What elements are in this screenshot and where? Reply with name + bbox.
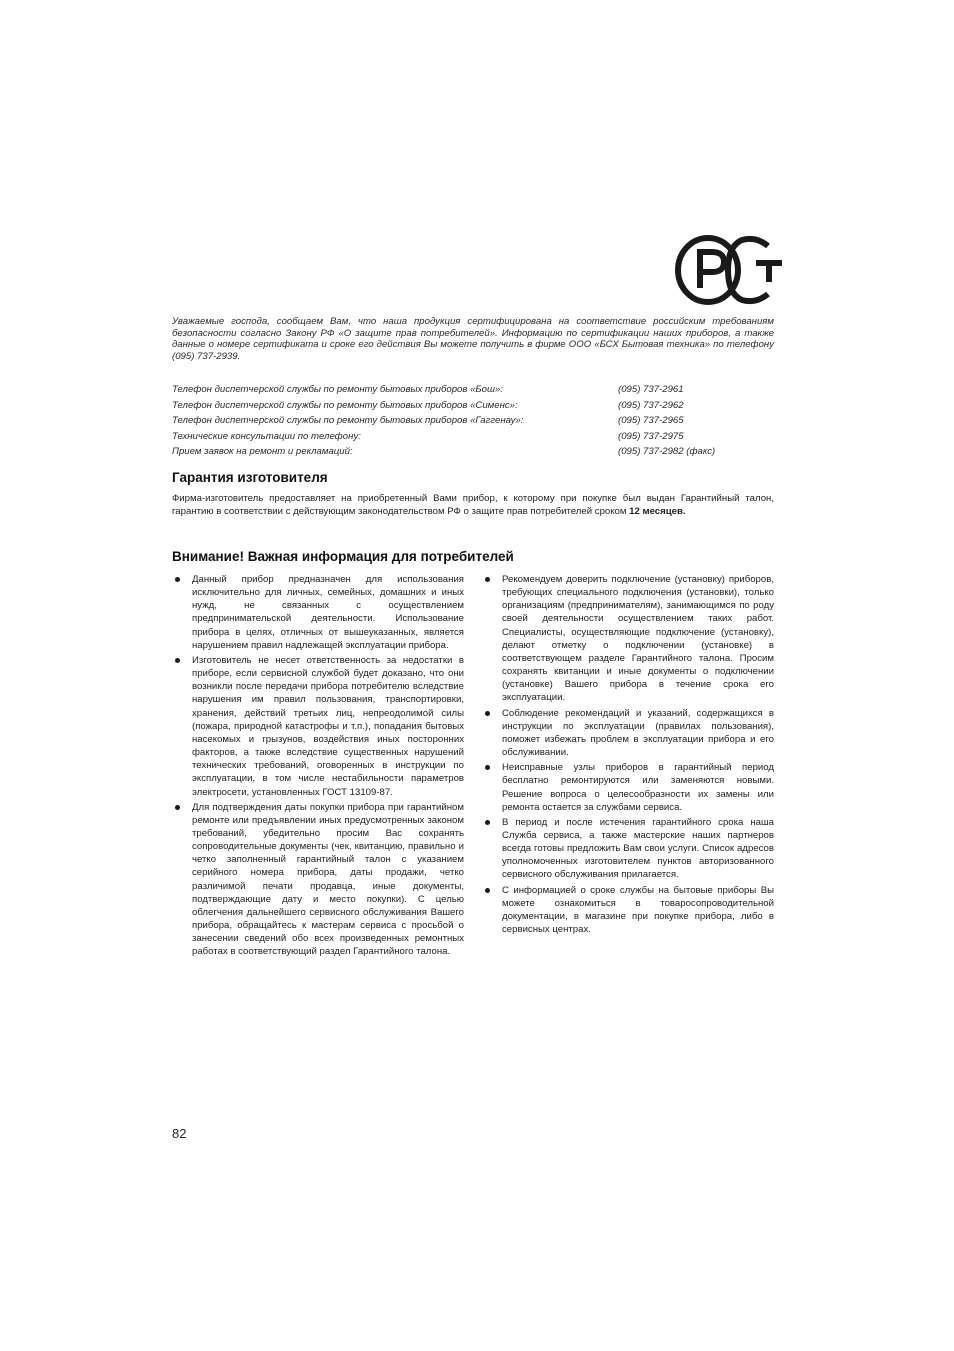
phone-label: Технические консультации по телефону: xyxy=(172,430,361,442)
phone-label: Телефон диспетчерской службы по ремонту бытовых приборов «Сименс»: xyxy=(172,399,518,411)
list-item: Соблюдение рекомендаций и указаний, содержащихся в инструкции по эксплуатации (правилах пользования), поможет избежать проблем в эксплуатации прибора и его обслуживании. xyxy=(482,707,774,760)
phone-number: (095) 737-2965 xyxy=(618,415,684,427)
phone-label: Прием заявок на ремонт и рекламаций: xyxy=(172,446,353,458)
phone-number: (095) 737-2961 xyxy=(618,384,684,395)
attention-left-column xyxy=(172,573,464,961)
phone-row xyxy=(172,444,772,460)
list-item: Рекомендуем доверить подключение (установку) приборов, требующих специального подключения (установки), только организациям (предпринимателям), занимающимся по роду своей деятельности осуществлением таких работ. Специалисты, осуществляющие подключение (установку), делают отметку о подключении (установке) в соответствующем разделе Гарантийного талона. Просим сохранять квитанции и иные документы о подключении (установке) Вашего прибора в течение срока его эксплуатации. xyxy=(482,573,774,705)
phone-row xyxy=(172,398,772,414)
phone-number: (095) 737-2975 xyxy=(618,430,684,442)
list-item: Изготовитель не несет ответственность за недостатки в приборе, если сервисной службой будет доказано, что они возникли после передачи прибора потребителю вследствие нарушения им правил пользования, транспортировки, хранения, действий третьих лиц, непреодолимой силы (пожара, природной катастрофы и т.п.), попадания бытовых насекомых и грызунов, воздействия иных посторонних факторов, а также вследствие существенных нарушений технических требований, оговоренных в инструкции по эксплуатации, в том числе нестабильности параметров электросети, установленных ГОСТ 13109-87. xyxy=(172,654,464,799)
phone-label: Телефон диспетчерской службы по ремонту бытовых приборов «Гаггенау»: xyxy=(172,415,524,427)
pct-certification-logo xyxy=(672,232,784,308)
phone-row xyxy=(172,382,772,398)
list-item: Для подтверждения даты покупки прибора при гарантийном ремонте или предъявлении иных предусмотренных законом требований, убедительно просим Вас сохранять сопроводительные документы (чек, квитанцию, правильно и четко заполненный гарантийный талон с указанием серийного номера прибора, даты продажи, четко различимой печати продавца, иные документы, подтверждающие дату и место покупки). С целью облегчения дальнейшего сервисного обслуживания Вашего прибора, обращайтесь к мастерам сервиса с просьбой о занесении сведений обо всех произведенных ремонтных работах в соответствующий раздел Гарантийного талона. xyxy=(172,801,464,959)
warranty-paragraph xyxy=(172,492,774,518)
phone-row xyxy=(172,413,772,429)
list-item: В период и после истечения гарантийного срока наша Служба сервиса, а также мастерские наших партнеров всегда готовы предложить Вам свои услуги. Список адресов уполномоченных изготовителем пунктов авторизованного сервисного обслуживания прилагается. xyxy=(482,816,774,882)
list-item: Неисправные узлы приборов в гарантийный период бесплатно ремонтируются или заменяются новыми. Решение вопроса о целесообразности их замены или ремонта остается за службами сервиса. xyxy=(482,761,774,814)
phone-number: (095) 737-2962 xyxy=(618,399,684,411)
attention-heading: Внимание! Важная информация для потребителей xyxy=(172,549,514,564)
warranty-text: Фирма-изготовитель предоставляет на приобретенный Вами прибор, к которому при покупке был выдан Гарантийный талон, гарантию в соответствии с действующим законодательством РФ о защите прав потребителей сроком xyxy=(172,493,774,517)
phone-row xyxy=(172,429,772,445)
phone-number: (095) 737-2982 (факс) xyxy=(618,446,716,458)
phone-list xyxy=(172,382,772,460)
intro-paragraph: Уважаемые господа, сообщаем Вам, что наша продукция сертифицирована на соответствие российским требованиям безопасности согласно Закону РФ «О защите прав потребителей». Информацию по сертификации наших приборов, а также данные о номере сертификата и сроке его действия Вы можете получить в фирме ООО «БСХ Бытовая техника» по телефону (095) 737-2939. xyxy=(172,316,774,362)
warranty-heading: Гарантия изготовителя xyxy=(172,470,328,485)
page-number: 82 xyxy=(172,1126,187,1141)
warranty-term: 12 месяцев. xyxy=(629,506,686,517)
attention-right-column xyxy=(482,573,774,938)
phone-label: Телефон диспетчерской службы по ремонту бытовых приборов «Бош»: xyxy=(172,384,503,395)
list-item: С информацией о сроке службы на бытовые приборы Вы можете ознакомиться в товаросопроводительной документации, в магазине при покупке прибора, либо в сервисных центрах. xyxy=(482,884,774,937)
list-item: Данный прибор предназначен для использования исключительно для личных, семейных, домашних и иных нужд, не связанных с осуществлением предпринимательской деятельности. Использование прибора в целях, отличных от вышеуказанных, является нарушением правил надлежащей эксплуатации прибора. xyxy=(172,573,464,652)
